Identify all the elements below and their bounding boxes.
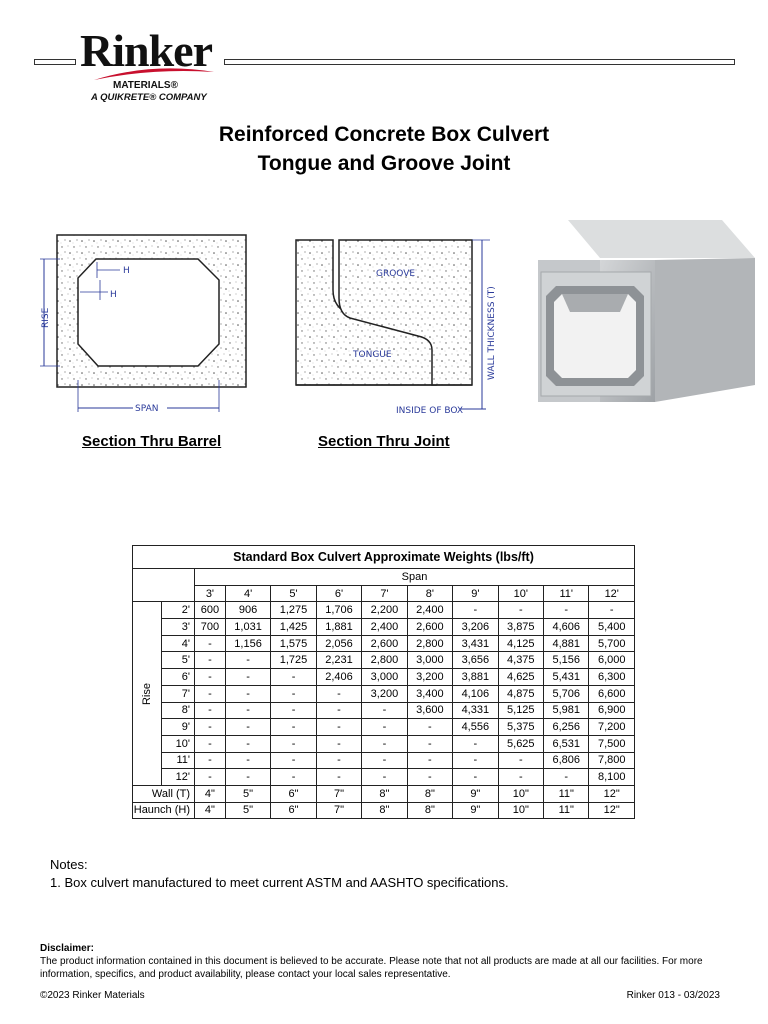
- svg-text:H: H: [123, 266, 130, 276]
- weight-cell: -: [407, 752, 452, 769]
- span-header: Span: [195, 569, 635, 586]
- drawings: [0, 220, 768, 430]
- weight-cell: 5,125: [498, 702, 543, 719]
- weight-cell: -: [271, 669, 316, 686]
- weights-table: [132, 545, 635, 819]
- logo-materials: MATERIALS®: [113, 80, 178, 91]
- table-row: [133, 702, 635, 719]
- wall-label: Wall (T): [133, 785, 195, 802]
- table-row: [133, 652, 635, 669]
- weight-cell: 3,400: [407, 685, 452, 702]
- table-row: [133, 735, 635, 752]
- weight-cell: -: [271, 752, 316, 769]
- weight-cell: -: [195, 652, 226, 669]
- weight-cell: 2,200: [362, 602, 407, 619]
- weight-cell: -: [195, 719, 226, 736]
- haunch-row: [133, 802, 635, 819]
- weight-cell: -: [362, 735, 407, 752]
- wall-row: [133, 785, 635, 802]
- dimension-cell: 10": [498, 802, 543, 819]
- weight-cell: 4,606: [544, 619, 589, 636]
- weight-cell: -: [362, 719, 407, 736]
- dimension-cell: 8": [407, 785, 452, 802]
- weight-cell: 1,425: [271, 619, 316, 636]
- weight-cell: 600: [195, 602, 226, 619]
- weight-cell: 1,156: [225, 635, 270, 652]
- rise-value: 7': [162, 685, 195, 702]
- weight-cell: -: [225, 702, 270, 719]
- weight-cell: -: [195, 702, 226, 719]
- dimension-cell: 11": [544, 785, 589, 802]
- table-row: [133, 685, 635, 702]
- weight-cell: 700: [195, 619, 226, 636]
- weight-cell: 3,000: [407, 652, 452, 669]
- weight-cell: 5,156: [544, 652, 589, 669]
- span-values-row: [133, 585, 635, 602]
- barrel-section-drawing: [40, 235, 246, 414]
- dimension-cell: 9": [453, 802, 498, 819]
- weight-cell: -: [362, 702, 407, 719]
- dimension-cell: 4": [195, 785, 226, 802]
- svg-text:TONGUE: TONGUE: [353, 350, 392, 360]
- rise-value: 9': [162, 719, 195, 736]
- weight-cell: 6,000: [589, 652, 635, 669]
- weight-cell: -: [362, 752, 407, 769]
- weight-cell: 5,700: [589, 635, 635, 652]
- weight-cell: -: [195, 769, 226, 786]
- weight-cell: 5,706: [544, 685, 589, 702]
- weight-cell: 4,125: [498, 635, 543, 652]
- svg-text:GROOVE: GROOVE: [376, 269, 416, 279]
- rise-value: 5': [162, 652, 195, 669]
- disclaimer-text: The product information contained in this document is believed to be accurate. Please note that not all products are made at all our facilities. For more information, specifics, and product availability, please contact your local sales representative.: [40, 956, 703, 980]
- span-value: 7': [362, 585, 407, 602]
- table-row: [133, 619, 635, 636]
- weight-cell: 3,881: [453, 669, 498, 686]
- dimension-cell: 8": [362, 802, 407, 819]
- weight-cell: -: [225, 752, 270, 769]
- span-value: 4': [225, 585, 270, 602]
- weight-cell: 7,800: [589, 752, 635, 769]
- notes: [50, 856, 509, 892]
- weight-cell: -: [225, 669, 270, 686]
- weight-cell: -: [589, 602, 635, 619]
- weight-cell: 6,900: [589, 702, 635, 719]
- weight-cell: 1,575: [271, 635, 316, 652]
- weight-cell: 2,600: [407, 619, 452, 636]
- weight-cell: 4,625: [498, 669, 543, 686]
- weight-cell: -: [271, 719, 316, 736]
- rise-value: 12': [162, 769, 195, 786]
- weight-cell: 4,375: [498, 652, 543, 669]
- svg-text:RISE: RISE: [41, 307, 51, 328]
- span-value: 8': [407, 585, 452, 602]
- weight-cell: 3,431: [453, 635, 498, 652]
- weight-cell: -: [225, 735, 270, 752]
- dimension-cell: 11": [544, 802, 589, 819]
- weight-cell: -: [195, 685, 226, 702]
- weight-cell: 4,875: [498, 685, 543, 702]
- disclaimer: [40, 942, 730, 981]
- rise-value: 8': [162, 702, 195, 719]
- weights-body: [133, 602, 635, 819]
- footer-copyright: ©2023 Rinker Materials: [40, 990, 145, 1001]
- table-row: [133, 719, 635, 736]
- span-value: 9': [453, 585, 498, 602]
- dimension-cell: 8": [362, 785, 407, 802]
- weight-cell: 5,400: [589, 619, 635, 636]
- svg-text:INSIDE OF BOX: INSIDE OF BOX: [396, 406, 464, 416]
- weight-cell: -: [225, 719, 270, 736]
- weight-cell: 2,400: [362, 619, 407, 636]
- weight-cell: 1,031: [225, 619, 270, 636]
- weight-cell: 2,800: [362, 652, 407, 669]
- rise-value: 10': [162, 735, 195, 752]
- disclaimer-heading: Disclaimer:: [40, 943, 94, 954]
- span-value: 12': [589, 585, 635, 602]
- notes-heading: Notes:: [50, 857, 88, 872]
- weight-cell: -: [316, 735, 361, 752]
- weight-cell: -: [316, 685, 361, 702]
- weight-cell: 3,656: [453, 652, 498, 669]
- rise-value: 4': [162, 635, 195, 652]
- weight-cell: -: [316, 702, 361, 719]
- caption-barrel: Section Thru Barrel: [82, 433, 222, 450]
- weight-cell: 7,500: [589, 735, 635, 752]
- dimension-cell: 6": [271, 802, 316, 819]
- weight-cell: -: [498, 752, 543, 769]
- weight-cell: 1,881: [316, 619, 361, 636]
- weight-cell: 3,000: [362, 669, 407, 686]
- logo-wordmark: Rinker: [80, 25, 212, 76]
- weight-cell: 2,600: [362, 635, 407, 652]
- weight-cell: -: [271, 685, 316, 702]
- logo-company: A QUIKRETE® COMPANY: [91, 92, 207, 103]
- weight-cell: -: [407, 719, 452, 736]
- weight-cell: -: [453, 752, 498, 769]
- weight-cell: 4,331: [453, 702, 498, 719]
- span-value: 6': [316, 585, 361, 602]
- svg-text:WALL THICKNESS (T): WALL THICKNESS (T): [487, 286, 497, 380]
- weight-cell: 7,200: [589, 719, 635, 736]
- page-title-line2: Tongue and Groove Joint: [257, 152, 511, 175]
- weight-cell: 5,431: [544, 669, 589, 686]
- weight-cell: -: [498, 602, 543, 619]
- weight-cell: 6,256: [544, 719, 589, 736]
- table-row: [133, 602, 635, 619]
- box-culvert-3d-image: [538, 220, 755, 402]
- weight-cell: 906: [225, 602, 270, 619]
- weight-cell: 6,300: [589, 669, 635, 686]
- dimension-cell: 5": [225, 785, 270, 802]
- weight-cell: 2,400: [407, 602, 452, 619]
- weight-cell: -: [316, 769, 361, 786]
- weight-cell: 2,800: [407, 635, 452, 652]
- table-title: Standard Box Culvert Approximate Weights (lbs/ft): [133, 546, 635, 569]
- weight-cell: 1,706: [316, 602, 361, 619]
- weight-cell: 4,556: [453, 719, 498, 736]
- rise-label: Rise: [133, 602, 162, 786]
- caption-joint: Section Thru Joint: [318, 433, 450, 450]
- rise-value: 6': [162, 669, 195, 686]
- weight-cell: -: [195, 735, 226, 752]
- weight-cell: -: [544, 769, 589, 786]
- weight-cell: 4,106: [453, 685, 498, 702]
- dimension-cell: 12": [589, 785, 635, 802]
- dimension-cell: 6": [271, 785, 316, 802]
- dimension-cell: 12": [589, 802, 635, 819]
- weight-cell: 5,981: [544, 702, 589, 719]
- rise-value: 3': [162, 619, 195, 636]
- weight-cell: 5,375: [498, 719, 543, 736]
- weight-cell: -: [362, 769, 407, 786]
- dimension-cell: 5": [225, 802, 270, 819]
- weight-cell: 6,531: [544, 735, 589, 752]
- weight-cell: -: [225, 769, 270, 786]
- weight-cell: -: [498, 769, 543, 786]
- weight-cell: 3,200: [407, 669, 452, 686]
- dimension-cell: 4": [195, 802, 226, 819]
- span-value: 5': [271, 585, 316, 602]
- weight-cell: 3,875: [498, 619, 543, 636]
- page-title-line1: Reinforced Concrete Box Culvert: [218, 123, 550, 146]
- weight-cell: 8,100: [589, 769, 635, 786]
- haunch-label: Haunch (H): [133, 802, 195, 819]
- svg-text:H: H: [110, 290, 117, 300]
- weight-cell: 4,881: [544, 635, 589, 652]
- header-rule-left: [34, 59, 76, 65]
- weight-cell: -: [271, 702, 316, 719]
- weight-cell: -: [407, 735, 452, 752]
- notes-item: 1. Box culvert manufactured to meet current ASTM and AASHTO specifications.: [50, 875, 509, 890]
- weight-cell: 3,200: [362, 685, 407, 702]
- weight-cell: 3,600: [407, 702, 452, 719]
- span-value: 10': [498, 585, 543, 602]
- weight-cell: -: [225, 652, 270, 669]
- span-value: 11': [544, 585, 589, 602]
- weight-cell: -: [271, 769, 316, 786]
- table-row: [133, 752, 635, 769]
- dimension-cell: 8": [407, 802, 452, 819]
- footer-doc-id: Rinker 013 - 03/2023: [626, 990, 720, 1001]
- weight-cell: -: [316, 719, 361, 736]
- weight-cell: -: [453, 602, 498, 619]
- weight-cell: -: [195, 635, 226, 652]
- weight-cell: -: [271, 735, 316, 752]
- weight-cell: -: [453, 769, 498, 786]
- weight-cell: 2,056: [316, 635, 361, 652]
- table-row: [133, 669, 635, 686]
- table-row: [133, 769, 635, 786]
- weight-cell: -: [195, 669, 226, 686]
- weight-cell: 2,231: [316, 652, 361, 669]
- weight-cell: -: [195, 752, 226, 769]
- weight-cell: 1,725: [271, 652, 316, 669]
- dimension-cell: 9": [453, 785, 498, 802]
- rise-value: 11': [162, 752, 195, 769]
- dimension-cell: 10": [498, 785, 543, 802]
- table-corner: [133, 569, 195, 602]
- weight-cell: -: [316, 752, 361, 769]
- span-value: 3': [195, 585, 226, 602]
- dimension-cell: 7": [316, 785, 361, 802]
- weight-cell: 3,206: [453, 619, 498, 636]
- weight-cell: -: [453, 735, 498, 752]
- dimension-cell: 7": [316, 802, 361, 819]
- svg-text:SPAN: SPAN: [135, 404, 159, 414]
- header-rule-right: [224, 59, 735, 65]
- weight-cell: 6,806: [544, 752, 589, 769]
- weight-cell: 5,625: [498, 735, 543, 752]
- weight-cell: -: [407, 769, 452, 786]
- joint-section-drawing: [296, 240, 497, 416]
- weight-cell: -: [225, 685, 270, 702]
- rise-value: 2': [162, 602, 195, 619]
- table-row: [133, 635, 635, 652]
- weight-cell: 2,406: [316, 669, 361, 686]
- weight-cell: -: [544, 602, 589, 619]
- weight-cell: 6,600: [589, 685, 635, 702]
- weight-cell: 1,275: [271, 602, 316, 619]
